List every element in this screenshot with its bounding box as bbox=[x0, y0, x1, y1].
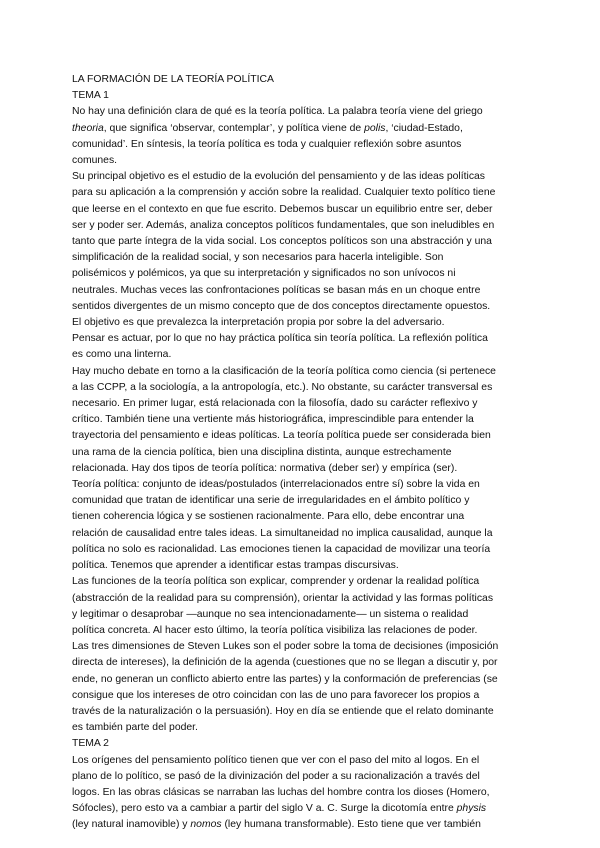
text-line: Las tres dimensiones de Steven Lukes son el poder sobre la toma de decisiones (imposición bbox=[72, 641, 499, 653]
paragraph-6 bbox=[72, 574, 532, 639]
section-heading-tema-1: TEMA 1 bbox=[72, 90, 109, 102]
text-line: tanto que parte íntegra de la vida social. Los conceptos políticos son una abstracción y una bbox=[72, 236, 492, 248]
text-line: Las funciones de la teoría política son explicar, comprender y ordenar la realidad política bbox=[72, 576, 480, 588]
text-line: comunidad que tratan de identificar una serie de irregularidades en el ámbito político y bbox=[72, 495, 470, 507]
text-line: tienen coherencia lógica y se sostienen racionalmente. Para ello, debe encontrar una bbox=[72, 511, 465, 523]
text-line: (ley natural inamovible) y nomos (ley humana transformable). Esto tiene que ver también bbox=[72, 819, 481, 831]
text-line: para su aplicación a la comprensión y acción sobre la realidad. Cualquier texto político tiene bbox=[72, 187, 496, 199]
text-line: través de la naturalización o la persuasión). Hoy en día se entiende que el relato dominante bbox=[72, 705, 494, 717]
text-line: política no solo es racionalidad. Las emociones tienen la capacidad de movilizar una teoría bbox=[72, 543, 491, 555]
text-line: relacionada. Hay dos tipos de teoría política: normativa (deber ser) y empírica (ser). bbox=[72, 462, 458, 474]
text-line: ende, no generan un conflicto abierto entre las partes) y la conformación de preferencias (se bbox=[72, 673, 498, 685]
text-line: Su principal objetivo es el estudio de la evolución del pensamiento y de las ideas políticas bbox=[72, 171, 485, 183]
text-line: comunes. bbox=[72, 155, 118, 167]
term-nomos: nomos bbox=[190, 819, 222, 831]
text-line: simplificación de la realidad social, y son necesarios para hacerla inteligible. Son bbox=[72, 252, 444, 264]
paragraph-5 bbox=[72, 477, 532, 574]
term-polis: polis bbox=[364, 122, 386, 134]
term-theoria: theoria bbox=[72, 122, 104, 134]
text-line: sentidos divergentes de un mismo concepto que de dos conceptos directamente opuestos. bbox=[72, 300, 491, 312]
text-line: que leerse en el contexto en que fue escrito. Debemos buscar un equilibrio entre ser, deber bbox=[72, 203, 493, 215]
text-line: neutrales. Muchas veces las confrontaciones políticas se basan más en un choque entre bbox=[72, 284, 481, 296]
text-line: Pensar es actuar, por lo que no hay práctica política sin teoría política. La reflexión política bbox=[72, 333, 488, 345]
text-line: theoria, que significa ‘observar, contemplar’, y política viene de polis, ‘ciudad-Estado, bbox=[72, 122, 463, 134]
text-line: crítico. También tiene una vertiente más historiográfica, imprescindible para entender la bbox=[72, 414, 474, 426]
text-line: ser y poder ser. Además, analiza conceptos políticos fundamentales, que son ineludibles en bbox=[72, 219, 495, 231]
paragraph-1 bbox=[72, 104, 532, 169]
text-line: política concreta. Al hacer esto último, la teoría política visibiliza las relaciones de poder. bbox=[72, 624, 478, 636]
text-line: polisémicos y polémicos, ya que su interpretación y significados no son unívocos ni bbox=[72, 268, 456, 280]
text-line: consigue que los intereses de otro coincidan con las de uno para favorecer los propios a bbox=[72, 689, 480, 701]
text-line: plano de lo político, se pasó de la divinización del poder a su racionalización a través del bbox=[72, 770, 480, 782]
text-line: política. Tenemos que aprender a identificar estas trampas discursivas. bbox=[72, 560, 399, 572]
text-line: logos. En las obras clásicas se narraban las luchas del hombre contra los dioses (Homero, bbox=[72, 786, 490, 798]
paragraph-7 bbox=[72, 639, 532, 736]
text-line: comunidad’. En síntesis, la teoría política es toda y cualquier reflexión sobre asuntos bbox=[72, 138, 462, 150]
text-line: necesario. En primer lugar, está relacionada con la filosofía, dado su carácter reflexivo y bbox=[72, 398, 478, 410]
text-line: una rama de la ciencia política, bien una disciplina distinta, aunque estrechamente bbox=[72, 446, 452, 458]
paragraph-3 bbox=[72, 331, 532, 363]
text-line: No hay una definición clara de qué es la teoría política. La palabra teoría viene del griego bbox=[72, 106, 483, 118]
text-line: a las CCPP, a la sociología, a la antropología, etc.). No obstante, su carácter transversal es bbox=[72, 381, 493, 393]
text-line: y legitimar o desaprobar —aunque no sea intencionadamente— un sistema o realidad bbox=[72, 608, 469, 620]
text-line: directa de intereses), la definición de la agenda (cuestiones que no se llegan a discutir y, por bbox=[72, 657, 498, 669]
document-title: LA FORMACIÓN DE LA TEORÍA POLÍTICA bbox=[72, 74, 274, 85]
text-line: (abstracción de la realidad para su comprensión), orientar la actividad y las formas políticas bbox=[72, 592, 494, 604]
text-line: es como una linterna. bbox=[72, 349, 172, 361]
paragraph-2 bbox=[72, 169, 532, 331]
document-page bbox=[72, 72, 532, 834]
text-line: Sófocles), pero esto va a cambiar a partir del siglo V a. C. Surge la dicotomía entre physis bbox=[72, 803, 487, 815]
text-line: Los orígenes del pensamiento político tienen que ver con el paso del mito al logos. En el bbox=[72, 754, 480, 766]
paragraph-8 bbox=[72, 753, 532, 834]
text-line: El objetivo es que prevalezca la interpretación propia por sobre la del adversario. bbox=[72, 317, 445, 329]
text-line: Hay mucho debate en torno a la clasificación de la teoría política como ciencia (si pertenece bbox=[72, 365, 496, 377]
section-heading-tema-2: TEMA 2 bbox=[72, 738, 109, 750]
text-line: Teoría política: conjunto de ideas/postulados (interrelacionados entre sí) sobre la vida en bbox=[72, 479, 480, 491]
text-line: trayectoria del pensamiento e ideas políticas. La teoría política puede ser considerada bien bbox=[72, 430, 491, 442]
text-line: es también parte del poder. bbox=[72, 722, 198, 734]
term-physis: physis bbox=[456, 803, 487, 815]
paragraph-4 bbox=[72, 364, 532, 477]
text-line: relación de causalidad entre tales ideas. La simultaneidad no implica causalidad, aunque la bbox=[72, 527, 493, 539]
